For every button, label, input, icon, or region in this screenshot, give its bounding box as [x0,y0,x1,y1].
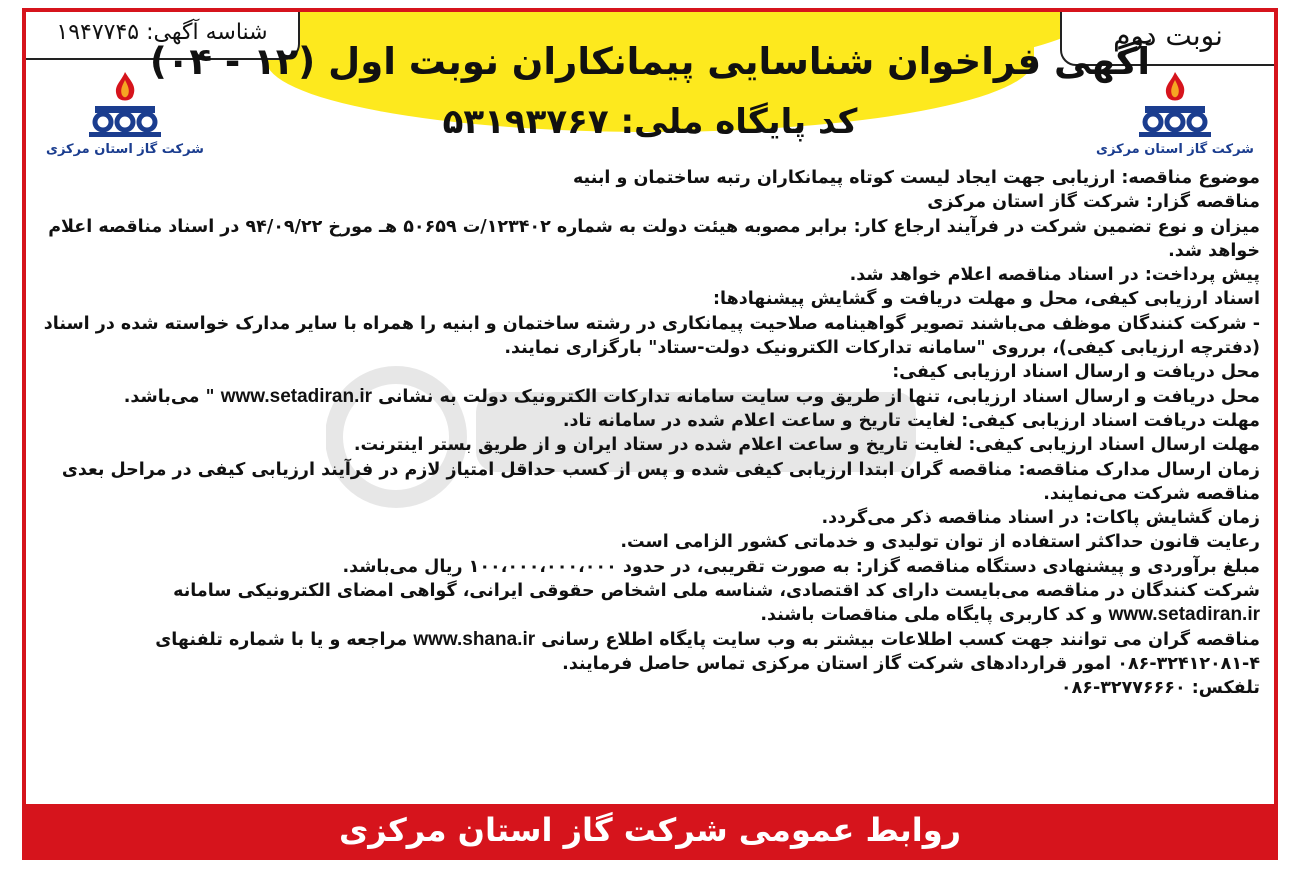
body-line: میزان و نوع تضمین شرکت در فرآیند ارجاع کار: برابر مصوبه هیئت دولت به شماره ۱۲۳۴۰۲/ت ۵۰۶۵۹ هـ مورخ ۹۴/۰۹/۲۲ در اسناد مناقصه اعلام خواهد شد. [48,216,1260,261]
body-line: موضوع مناقصه: ارزیابی جهت ایجاد لیست کوتاه پیمانکاران رتبه ساختمان و ابنیه [572,168,1260,188]
body-text-segment: و کد کاربری پایگاه ملی مناقصات باشند. [760,605,1103,626]
body-text-segment: " می‌باشد. [123,386,215,407]
body-line: رعایت قانون حداکثر استفاده از توان تولیدی و خدماتی کشور الزامی است. [620,532,1260,553]
body-text-segment: شرکت کنندگان در مناقصه می‌بایست دارای کد اقتصادی، شناسه ملی اشخاص حقوقی ایرانی، گواهی امضای الکترونیکی سامانه [173,581,1260,602]
round-badge: نوبت دوم [1060,10,1276,66]
body-line [40,385,1260,409]
body-line: اسناد ارزیابی کیفی، محل و مهلت دریافت و گشایش پیشنهادها: [713,289,1260,310]
body-text-segment: مناقصه گران می توانند جهت کسب اطلاعات بیشتر به وب سایت پایگاه اطلاع رسانی [541,629,1260,650]
body-line: مبلغ برآوردی و پیشنهادی دستگاه مناقصه گزار: به صورت تقریبی، در حدود ۱۰۰،۰۰۰،۰۰۰،۰۰۰ ریال می‌باشد. [342,556,1260,577]
company-logo-right [1090,70,1260,160]
shana-link[interactable]: www.shana.ir [413,628,536,650]
national-code-line: کد پایگاه ملی: ۵۳۱۹۳۷۶۷ [442,102,858,142]
body-line: زمان گشایش پاکات: در اسناد مناقصه ذکر می‌گردد. [821,508,1260,529]
ad-id-label: شناسه آگهی: ۱۹۴۷۷۴۵ [24,10,300,60]
setadiran-link[interactable]: www.setadiran.ir [220,385,373,407]
body-line [40,579,1260,628]
body-line: مهلت دریافت اسناد ارزیابی کیفی: لغایت تاریخ و ساعت اعلام شده در سامانه تاد. [562,410,1260,431]
logo-caption: شرکت گاز استان مرکزی [1096,142,1254,157]
footer-public-relations: روابط عمومی شرکت گاز استان مرکزی [26,804,1274,856]
body-line: زمان ارسال مدارک مناقصه: مناقصه گران ابتدا ارزیابی کیفی شده و پس از کسب حداقل امتیاز لازم در فرآیند ارزیابی کیفی در مراحل بعدی مناقصه شرکت می‌نمایند. [61,459,1260,504]
logo-caption: شرکت گاز استان مرکزی [46,142,204,157]
body-line: پیش پرداخت: در اسناد مناقصه اعلام خواهد شد. [849,265,1260,286]
announcement-body [40,166,1260,701]
body-line: مهلت ارسال اسناد ارزیابی کیفی: لغایت تاریخ و ساعت اعلام شده در ستاد ایران و از طریق بستر اینترنت. [353,435,1260,456]
gas-flame-logo-icon [1125,70,1225,140]
setadiran-link[interactable]: www.setadiran.ir [1108,604,1260,626]
body-line: مناقصه گزار: شرکت گاز استان مرکزی [927,192,1260,213]
body-line: محل دریافت و ارسال اسناد ارزیابی کیفی: [892,362,1260,383]
page-title: آگهی فراخوان شناسایی پیمانکاران نوبت اول (۱۲ - ۰۴) [149,40,1151,83]
advertisement-frame [22,8,1278,860]
gas-flame-logo-icon [75,70,175,140]
body-text-segment: محل دریافت و ارسال اسناد ارزیابی، تنها از طریق وب سایت سامانه تدارکات الکترونیک دولت به نشانی [378,386,1260,407]
body-line: تلفکس: ۳۲۷۷۶۶۶۰-۰۸۶ [1060,678,1260,699]
body-text-segment: مراجعه و یا با شماره تلفنهای ۴-۳۲۴۱۲۰۸۱-۰۸۶ امور قراردادهای شرکت گاز استان مرکزی تماس حاصل فرمایند. [155,629,1260,674]
body-line: - شرکت کنندگان موظف می‌باشند تصویر گواهینامه صلاحیت پیمانکاری در رشته ساختمان و ابنیه را همراه با سایر مدارک خواسته شده در اسناد (دفترچه ارزیابی کیفی)، برروی "سامانه تدارکات الکترونیک دولت-ستاد" بارگزاری نمایند. [43,313,1260,359]
body-line [40,628,1260,677]
company-logo-left [40,70,210,160]
